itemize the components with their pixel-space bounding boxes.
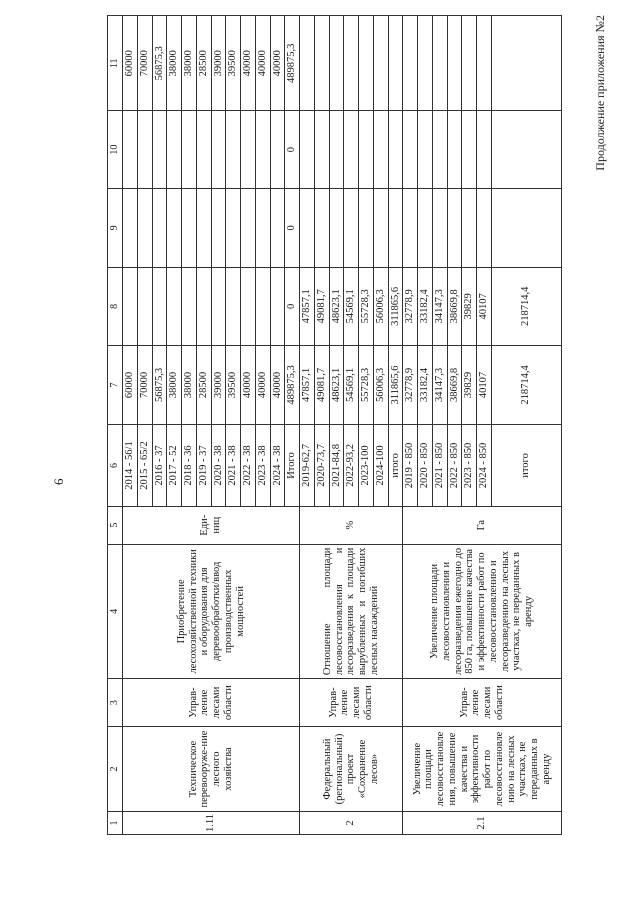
value: 40000: [255, 345, 270, 425]
empty-cell: [167, 188, 182, 267]
value: 48623,1: [329, 268, 344, 346]
empty-cell: [447, 188, 462, 267]
value: 38000: [182, 345, 197, 425]
executor: Управ-ление лесами области: [300, 679, 403, 727]
period-total-label: Итого: [285, 425, 300, 506]
total-value: 311865,6: [388, 345, 403, 425]
indicator: Увеличение площади лесовосстановления и лесоразведения ежегодно до 850 га, повышение качества и эффективности работ по лесовосстановлению и лесоразведению на лесных участках, не переданных в аренду: [403, 544, 562, 679]
value: 38000: [182, 16, 197, 112]
value: 40000: [270, 345, 285, 425]
empty-cell: [359, 188, 374, 267]
period: 2023 - 850: [462, 425, 477, 506]
value: 70000: [137, 345, 152, 425]
empty-cell: [314, 188, 329, 267]
empty-cell: [359, 16, 374, 112]
empty-cell: [226, 111, 241, 188]
col-header: 9: [108, 188, 123, 267]
empty-cell: [300, 188, 315, 267]
empty-cell: [123, 268, 138, 346]
col-header: 1: [108, 812, 123, 835]
col-header: 8: [108, 268, 123, 346]
activity-name: Увеличение площади лесовосстановле ния, повышение качества и эффективности работ по лесовосстановле нию на лесных участках, не переданных в аренду: [403, 727, 562, 812]
col-header: 11: [108, 16, 123, 112]
value: 56006,3: [373, 268, 388, 346]
value: 28500: [196, 16, 211, 112]
period: 2021 - 38: [226, 425, 241, 506]
indicator: Приобретение лесохозяйственной техники и оборудования для деревообработки/ввод производственных мощностей: [123, 544, 300, 679]
period-total-label: итого: [491, 425, 561, 506]
empty-cell: [182, 188, 197, 267]
empty-cell: [432, 16, 447, 112]
value: 55728,3: [359, 345, 374, 425]
unit: Еди-ниц: [123, 506, 300, 544]
empty-cell: [373, 16, 388, 112]
value: 47857,1: [300, 268, 315, 346]
period: 2023-100: [359, 425, 374, 506]
empty-cell: [403, 188, 418, 267]
value: 32778,9: [403, 345, 418, 425]
empty-cell: [137, 111, 152, 188]
value: 39000: [211, 345, 226, 425]
col-header: 3: [108, 679, 123, 727]
unit: %: [300, 506, 403, 544]
empty-cell: [329, 111, 344, 188]
period: 2022 - 850: [447, 425, 462, 506]
value: 40107: [477, 345, 492, 425]
empty-cell: [388, 188, 403, 267]
empty-cell: [477, 16, 492, 112]
empty-cell: [418, 188, 433, 267]
empty-cell: [211, 188, 226, 267]
empty-cell: [447, 111, 462, 188]
value: 49081,7: [314, 345, 329, 425]
empty-cell: [373, 188, 388, 267]
empty-cell: [329, 188, 344, 267]
activity-name: Федеральный (региональный) проект «Сохранение лесов»: [300, 727, 403, 812]
appendix-note: Продолжение приложения №2: [593, 15, 607, 171]
value: 34147,3: [432, 268, 447, 346]
empty-cell: [255, 188, 270, 267]
activity-name: Техническое перевооруже-ние лесного хозяйства: [123, 727, 300, 812]
executor: Управ-ление лесами области: [403, 679, 562, 727]
period: 2015 - 65/2: [137, 425, 152, 506]
total-value: 218714,4: [491, 345, 561, 425]
col-header: 10: [108, 111, 123, 188]
empty-cell: [388, 111, 403, 188]
empty-cell: [314, 16, 329, 112]
empty-cell: [196, 188, 211, 267]
col-header: 5: [108, 506, 123, 544]
empty-cell: [152, 188, 167, 267]
period: 2021 - 850: [432, 425, 447, 506]
period: 2020-73,7: [314, 425, 329, 506]
empty-cell: [196, 111, 211, 188]
total-value: 0: [285, 268, 300, 346]
empty-cell: [477, 188, 492, 267]
col-header: 7: [108, 345, 123, 425]
period: 2018 - 36: [182, 425, 197, 506]
empty-cell: [314, 111, 329, 188]
value: 38000: [167, 345, 182, 425]
total-value: 218714,4: [491, 268, 561, 346]
empty-cell: [447, 16, 462, 112]
empty-cell: [344, 16, 359, 112]
empty-cell: [418, 16, 433, 112]
program-table: [107, 15, 562, 835]
value: 39829: [462, 345, 477, 425]
empty-cell: [123, 188, 138, 267]
period: 2014 - 56/1: [123, 425, 138, 506]
value: 54569,1: [344, 345, 359, 425]
period: 2021-84,8: [329, 425, 344, 506]
value: 54569,1: [344, 268, 359, 346]
empty-cell: [270, 268, 285, 346]
row-number: 1.11: [123, 812, 300, 835]
period: 2024-100: [373, 425, 388, 506]
empty-cell: [226, 268, 241, 346]
empty-cell: [462, 111, 477, 188]
empty-cell: [211, 268, 226, 346]
empty-cell: [167, 111, 182, 188]
table-row: [300, 16, 315, 835]
empty-cell: [373, 111, 388, 188]
period: 2019-62,7: [300, 425, 315, 506]
total-value: 0: [285, 111, 300, 188]
value: 47857,1: [300, 345, 315, 425]
total-value: 311865,6: [388, 268, 403, 346]
table-row: [403, 16, 418, 835]
empty-cell: [300, 111, 315, 188]
value: 70000: [137, 16, 152, 112]
empty-cell: [491, 188, 561, 267]
col-header: 2: [108, 727, 123, 812]
empty-cell: [388, 16, 403, 112]
indicator: Отношение площади лесовосстановления и лесоразведения к площади вырубленных и погибших лесных насаждений: [300, 544, 403, 679]
period-total-label: итого: [388, 425, 403, 506]
empty-cell: [432, 111, 447, 188]
empty-cell: [344, 188, 359, 267]
row-number: 2.1: [403, 812, 562, 835]
value: 40000: [241, 345, 256, 425]
value: 40000: [255, 16, 270, 112]
value: 60000: [123, 16, 138, 112]
empty-cell: [182, 111, 197, 188]
empty-cell: [241, 111, 256, 188]
value: 40000: [241, 16, 256, 112]
value: 33182,4: [418, 268, 433, 346]
empty-cell: [344, 111, 359, 188]
total-value: 0: [285, 188, 300, 267]
empty-cell: [152, 268, 167, 346]
period: 2022-93,2: [344, 425, 359, 506]
col-header: 6: [108, 425, 123, 506]
empty-cell: [418, 111, 433, 188]
period: 2023 - 38: [255, 425, 270, 506]
value: 60000: [123, 345, 138, 425]
empty-cell: [152, 111, 167, 188]
empty-cell: [477, 111, 492, 188]
empty-cell: [226, 188, 241, 267]
row-number: 2: [300, 812, 403, 835]
value: 39829: [462, 268, 477, 346]
total-value: 489875,3: [285, 16, 300, 112]
table-row: [123, 16, 138, 835]
empty-cell: [241, 188, 256, 267]
unit: Га: [403, 506, 562, 544]
value: 33182,4: [418, 345, 433, 425]
empty-cell: [123, 111, 138, 188]
executor: Управ-ление лесами области: [123, 679, 300, 727]
period: 2016 - 37: [152, 425, 167, 506]
empty-cell: [167, 268, 182, 346]
empty-cell: [491, 16, 561, 112]
rotated-page: [45, 15, 615, 835]
value: 28500: [196, 345, 211, 425]
period: 2022 - 38: [241, 425, 256, 506]
empty-cell: [359, 111, 374, 188]
empty-cell: [403, 111, 418, 188]
period: 2019 - 37: [196, 425, 211, 506]
value: 49081,7: [314, 268, 329, 346]
empty-cell: [137, 188, 152, 267]
empty-cell: [270, 111, 285, 188]
period: 2019 - 850: [403, 425, 418, 506]
value: 48623,1: [329, 345, 344, 425]
empty-cell: [403, 16, 418, 112]
empty-cell: [270, 188, 285, 267]
empty-cell: [255, 268, 270, 346]
value: 38000: [167, 16, 182, 112]
empty-cell: [241, 268, 256, 346]
total-value: 489875,3: [285, 345, 300, 425]
empty-cell: [211, 111, 226, 188]
value: 32778,9: [403, 268, 418, 346]
value: 40107: [477, 268, 492, 346]
page-number: 6: [51, 478, 66, 485]
value: 56875,3: [152, 345, 167, 425]
value: 39000: [211, 16, 226, 112]
value: 38669,8: [447, 345, 462, 425]
col-header: 4: [108, 544, 123, 679]
empty-cell: [491, 111, 561, 188]
period: 2024 - 850: [477, 425, 492, 506]
period: 2024 - 38: [270, 425, 285, 506]
empty-cell: [432, 188, 447, 267]
value: 55728,3: [359, 268, 374, 346]
empty-cell: [462, 188, 477, 267]
value: 39500: [226, 16, 241, 112]
value: 34147,3: [432, 345, 447, 425]
empty-cell: [462, 16, 477, 112]
empty-cell: [137, 268, 152, 346]
empty-cell: [300, 16, 315, 112]
empty-cell: [329, 16, 344, 112]
empty-cell: [255, 111, 270, 188]
period: 2017 - 52: [167, 425, 182, 506]
column-number-row: [108, 16, 123, 835]
period: 2020 - 850: [418, 425, 433, 506]
value: 38669,8: [447, 268, 462, 346]
value: 40000: [270, 16, 285, 112]
empty-cell: [196, 268, 211, 346]
value: 56006,3: [373, 345, 388, 425]
value: 56875,3: [152, 16, 167, 112]
empty-cell: [182, 268, 197, 346]
value: 39500: [226, 345, 241, 425]
period: 2020 - 38: [211, 425, 226, 506]
